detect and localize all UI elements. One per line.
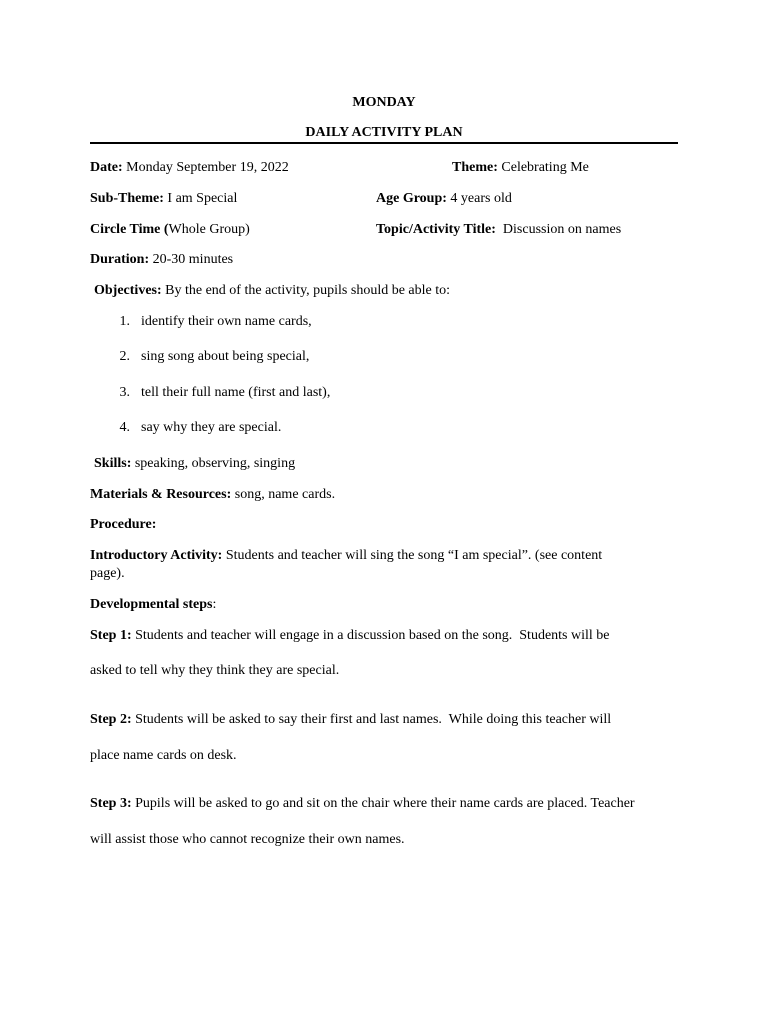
date-field: Date: Monday September 19, 2022 [90,160,289,175]
subtheme-field: Sub-Theme: I am Special [90,191,238,206]
age-group-field: Age Group: 4 years old [376,191,512,206]
step-3: Step 3: Pupils will be asked to go and sit on the chair where their name cards are placed. Teacher [90,796,635,811]
duration-field: Duration: 20-30 minutes [90,252,234,267]
plan-title: DAILY ACTIVITY PLAN [305,125,463,140]
theme-field: Theme: Celebrating Me [452,160,589,175]
circle-time-field: Circle Time (Whole Group) [90,222,250,237]
step-1-cont: asked to tell why they think they are special. [90,663,340,678]
day-heading: MONDAY [352,95,416,110]
introductory-activity: Introductory Activity: Students and teacher will sing the song “I am special”. (see content [90,548,603,563]
materials-field: Materials & Resources: song, name cards. [90,487,336,502]
objectives-intro: Objectives: By the end of the activity, pupils should be able to: [94,283,451,298]
procedure-heading: Procedure: [90,517,157,532]
step-3-cont: will assist those who cannot recognize their own names. [90,832,405,847]
step-2-cont: place name cards on desk. [90,748,237,763]
developmental-steps-heading: Developmental steps: [90,597,217,612]
introductory-activity-cont: page). [90,566,125,581]
step-2: Step 2: Students will be asked to say their first and last names. While doing this teacher will [90,712,612,727]
topic-field: Topic/Activity Title: Discussion on names [376,222,622,237]
step-1: Step 1: Students and teacher will engage in a discussion based on the song. Students will be [90,628,610,643]
skills-field: Skills: speaking, observing, singing [94,456,296,471]
title-underline [90,142,678,144]
